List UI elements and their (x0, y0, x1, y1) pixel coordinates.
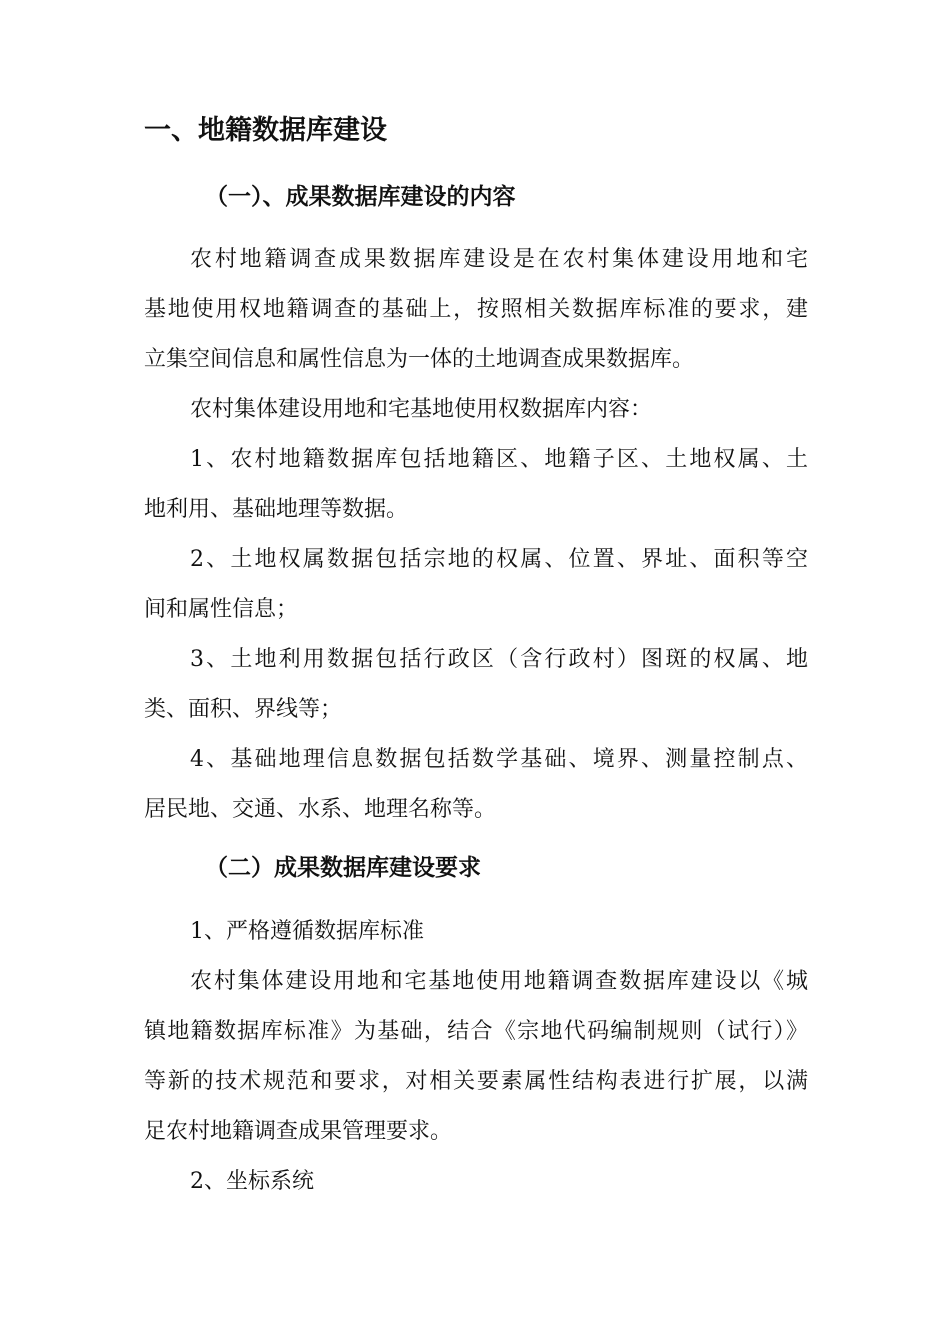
paragraph-line: 足农村地籍调查成果管理要求。 (144, 1119, 453, 1144)
list-item-line: 类、面积、界线等； (144, 697, 343, 722)
paragraph-line: 镇地籍数据库标准》为基础，结合《宗地代码编制规则（试行）》 (144, 1019, 808, 1044)
list-item-line: 2、坐标系统 (190, 1169, 314, 1194)
section-heading: 一、地籍数据库建设 (144, 115, 387, 146)
list-item-line: 4、基础地理信息数据包括数学基础、境界、测量控制点、 (190, 747, 808, 772)
paragraph-line: 等新的技术规范和要求，对相关要素属性结构表进行扩展，以满 (144, 1069, 808, 1094)
list-item-line: 3、土地利用数据包括行政区（含行政村）图斑的权属、地 (190, 647, 808, 672)
paragraph-line: 立集空间信息和属性信息为一体的土地调查成果数据库。 (144, 347, 695, 372)
paragraph-line: 农村集体建设用地和宅基地使用地籍调查数据库建设以《城 (190, 969, 808, 994)
subsection-heading-1: （一）、成果数据库建设的内容 (205, 184, 516, 210)
list-item-line: 间和属性信息； (144, 597, 299, 622)
list-item-line: 地利用、基础地理等数据。 (144, 497, 409, 522)
list-item-line: 2、土地权属数据包括宗地的权属、位置、界址、面积等空 (190, 547, 808, 572)
paragraph-line: 农村地籍调查成果数据库建设是在农村集体建设用地和宅 (190, 247, 808, 272)
list-item-line: 居民地、交通、水系、地理名称等。 (144, 797, 497, 822)
list-item-line: 1、农村地籍数据库包括地籍区、地籍子区、土地权属、土 (190, 447, 808, 472)
subsection-heading-2: （二）成果数据库建设要求 (205, 855, 481, 881)
paragraph-line: 基地使用权地籍调查的基础上，按照相关数据库标准的要求，建 (144, 297, 808, 322)
paragraph-line: 农村集体建设用地和宅基地使用权数据库内容： (190, 397, 653, 422)
list-item-line: 1、严格遵循数据库标准 (190, 919, 424, 944)
